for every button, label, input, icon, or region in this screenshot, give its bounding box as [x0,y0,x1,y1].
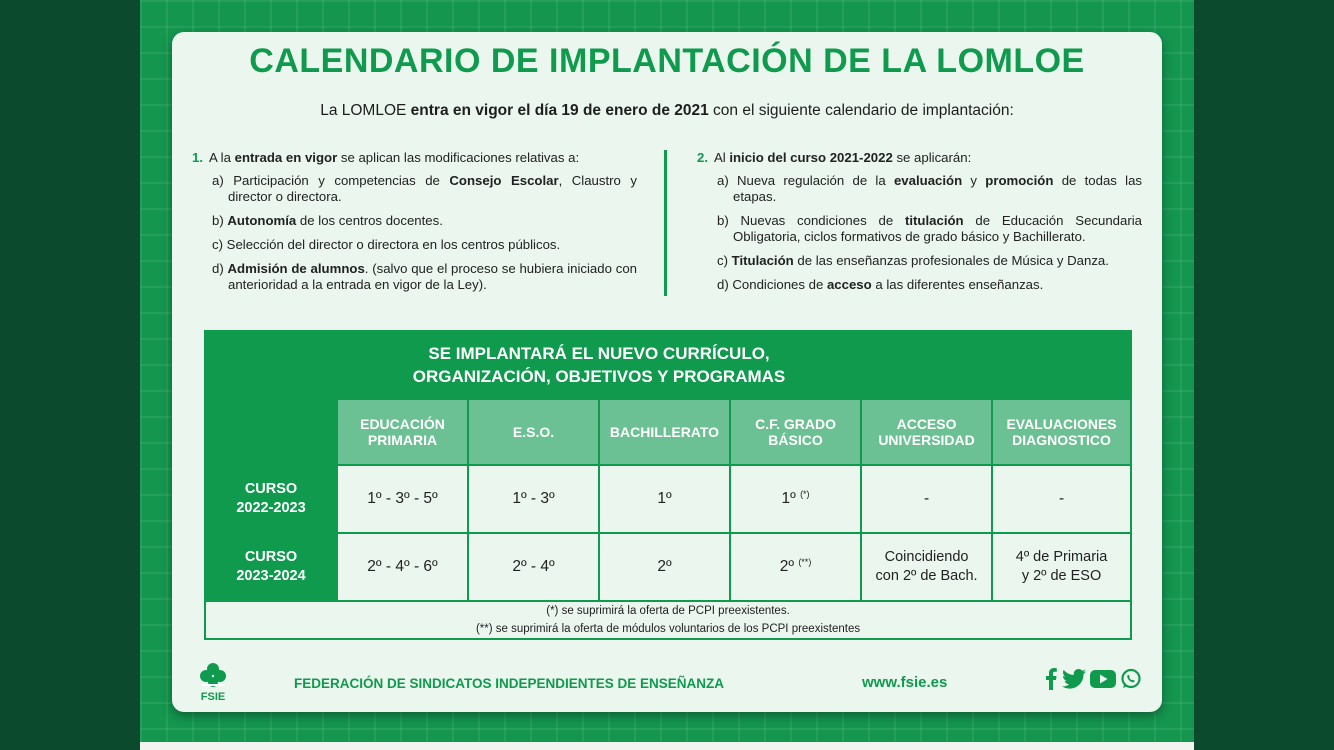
page-title: CALENDARIO DE IMPLANTACIÓN DE LA LOMLOE [249,42,1085,80]
item-text: a las diferentes enseñanzas. [871,277,1044,292]
poster-card [172,32,1162,712]
table-cell [337,465,468,533]
cell-value: 1º [657,490,672,508]
heading-bold: entrada en vigor [234,150,338,165]
cell-value: 2º - 4º - 6º [367,558,438,576]
item-bold: Consejo Escolar [449,173,559,188]
row-header-line: CURSO [244,549,298,565]
section-number: 2. [697,150,708,165]
implementation-table [204,330,1132,640]
clover-icon [198,662,228,704]
table-row [205,533,1131,601]
column-header-line: PRIMARIA [367,432,438,448]
item-text: de los centros docentes. [296,213,443,228]
empty-header-cell [861,331,992,399]
column-header-line: UNIVERSIDAD [878,432,975,448]
table-cell [599,465,730,533]
item-bold: titulación [904,213,964,228]
cell-value: 1º - 3º [512,490,555,508]
list-item [697,213,1142,245]
whatsapp-icon[interactable] [1120,668,1142,690]
column-header [861,399,992,465]
list-item [697,173,1142,205]
heading-bold: inicio del curso 2021-2022 [729,150,893,165]
column-header [599,399,730,465]
corner-cell [205,399,337,465]
cell-value: 2º - 4º [512,558,555,576]
table-row [205,465,1131,533]
table-cell [861,465,992,533]
table-cell [468,465,599,533]
cell-value: 2º [657,558,672,576]
bottom-strip [140,742,1194,750]
column-header-line: C.F. GRADO [755,416,836,432]
table-row [205,601,1131,639]
footnote: (**) se suprimirá la oferta de módulos voluntarios de los PCPI preexistentes [475,623,861,635]
cell-value: Coincidiendo [884,549,969,565]
item-text: b) [212,213,228,228]
column-header [992,399,1131,465]
list-item [192,213,637,229]
item-bold: evaluación [893,173,963,188]
column-header-line: ACCESO [896,416,957,432]
table-cell [468,533,599,601]
item-text: c) Selección del director o directora en los centros públicos. [212,237,561,252]
item-text: de las enseñanzas profesionales de Música y Danza. [793,253,1109,268]
fsie-logo [198,662,228,704]
section-number: 1. [192,150,203,165]
item-bold: Admisión de alumnos [227,261,365,276]
cell-value: 4º de Primaria [1015,549,1108,565]
row-header [205,465,337,533]
column-header-line: EVALUACIONES [1006,416,1117,432]
item-bold: promoción [985,173,1054,188]
item-text: c) [717,253,732,268]
item-text: a) Participación y competencias de [212,173,450,188]
list-item [697,277,1142,293]
column-header-line: DIAGNOSTICO [1012,432,1111,448]
item-bold: Autonomía [227,213,297,228]
cell-value: 1º [781,490,801,508]
poster-frame [140,0,1194,750]
item-text: . (salvo que el proceso se hubiera iniciado con anterioridad a la entrada en vigor de la Ley). [228,261,637,292]
row-header-line: CURSO [244,481,298,497]
list-item [697,253,1142,269]
item-text: b) Nuevas condiciones de [717,213,905,228]
cell-value: 2º [779,558,799,576]
intro-prefix: La LOMLOE [320,102,411,119]
section-heading [697,150,1142,166]
column-header [337,399,468,465]
table-row [205,399,1131,465]
table-cell [337,533,468,601]
table-cell [599,533,730,601]
logo-text: FSIE [200,691,226,703]
twitter-icon[interactable] [1062,669,1086,689]
cell-value: - [1058,490,1065,507]
column-divider [664,150,667,296]
youtube-icon[interactable] [1090,669,1116,689]
column-header [468,399,599,465]
curriculum-header-line: SE IMPLANTARÁ EL NUEVO CURRÍCULO, [428,344,770,363]
item-text: d) Condiciones de [717,277,827,292]
row-header-line: 2022-2023 [236,500,306,516]
row-header [205,533,337,601]
item-text: de todas las etapas. [733,173,1143,204]
item-text: de Educación Secundaria Obligatoria, ciclos formativos de grado básico y Bachillerato. [733,213,1142,244]
list-item [192,261,637,293]
item-text: y [962,173,986,188]
facebook-icon[interactable] [1044,668,1058,690]
cell-value: con 2º de Bach. [875,568,978,584]
heading-part: Al [713,150,730,165]
heading-part: se aplican las modificaciones relativas a: [337,150,580,165]
item-text: a) Nueva regulación de la [717,173,894,188]
website-link[interactable]: www.fsie.es [862,674,948,691]
table-cell [992,465,1131,533]
cell-value: 1º - 3º - 5º [367,490,438,508]
section-heading [192,150,637,166]
heading-part: A la [208,150,235,165]
curriculum-header-line: ORGANIZACIÓN, OBJETIVOS Y PROGRAMAS [412,367,786,386]
list-item [192,173,637,205]
table-cell [730,465,861,533]
item-bold: Titulación [731,253,794,268]
cell-value: y 2º de ESO [1021,568,1102,584]
footnote: (*) se suprimirá la oferta de PCPI preexistentes. [546,605,790,617]
column-header-line: E.S.O. [512,424,555,440]
column-header-line: BÁSICO [768,432,823,448]
federation-name: FEDERACIÓN DE SINDICATOS INDEPENDIENTES DE ENSEÑANZA [294,676,725,691]
social-icons [1044,668,1142,690]
intro-suffix: con el siguiente calendario de implantación: [708,102,1014,119]
empty-header-cell [992,331,1131,399]
item-text: , Claustro y director o directora. [228,173,637,204]
table-cell [861,533,992,601]
cell-footnote-mark: (*) [800,489,810,500]
intro-text [172,102,1162,120]
column-header-line: BACHILLERATO [609,424,720,440]
table-cell [992,533,1131,601]
cell-footnote-mark: (**) [798,557,812,568]
list-item [192,237,637,253]
table-row [205,331,1131,399]
table-cell [730,533,861,601]
item-bold: acceso [826,277,872,292]
entry-into-force-section [192,150,637,301]
corner-cell [205,331,337,399]
course-start-section [697,150,1142,301]
cell-value: - [923,490,930,507]
intro-bold: entra en vigor el día 19 de enero de 2021 [410,102,709,119]
row-header-line: 2023-2024 [236,568,306,584]
curriculum-header [337,331,861,399]
footnotes [205,601,1131,639]
item-text: d) [212,261,228,276]
heading-part: se aplicarán: [892,150,972,165]
column-header-line: EDUCACIÓN [360,416,445,432]
column-header [730,399,861,465]
